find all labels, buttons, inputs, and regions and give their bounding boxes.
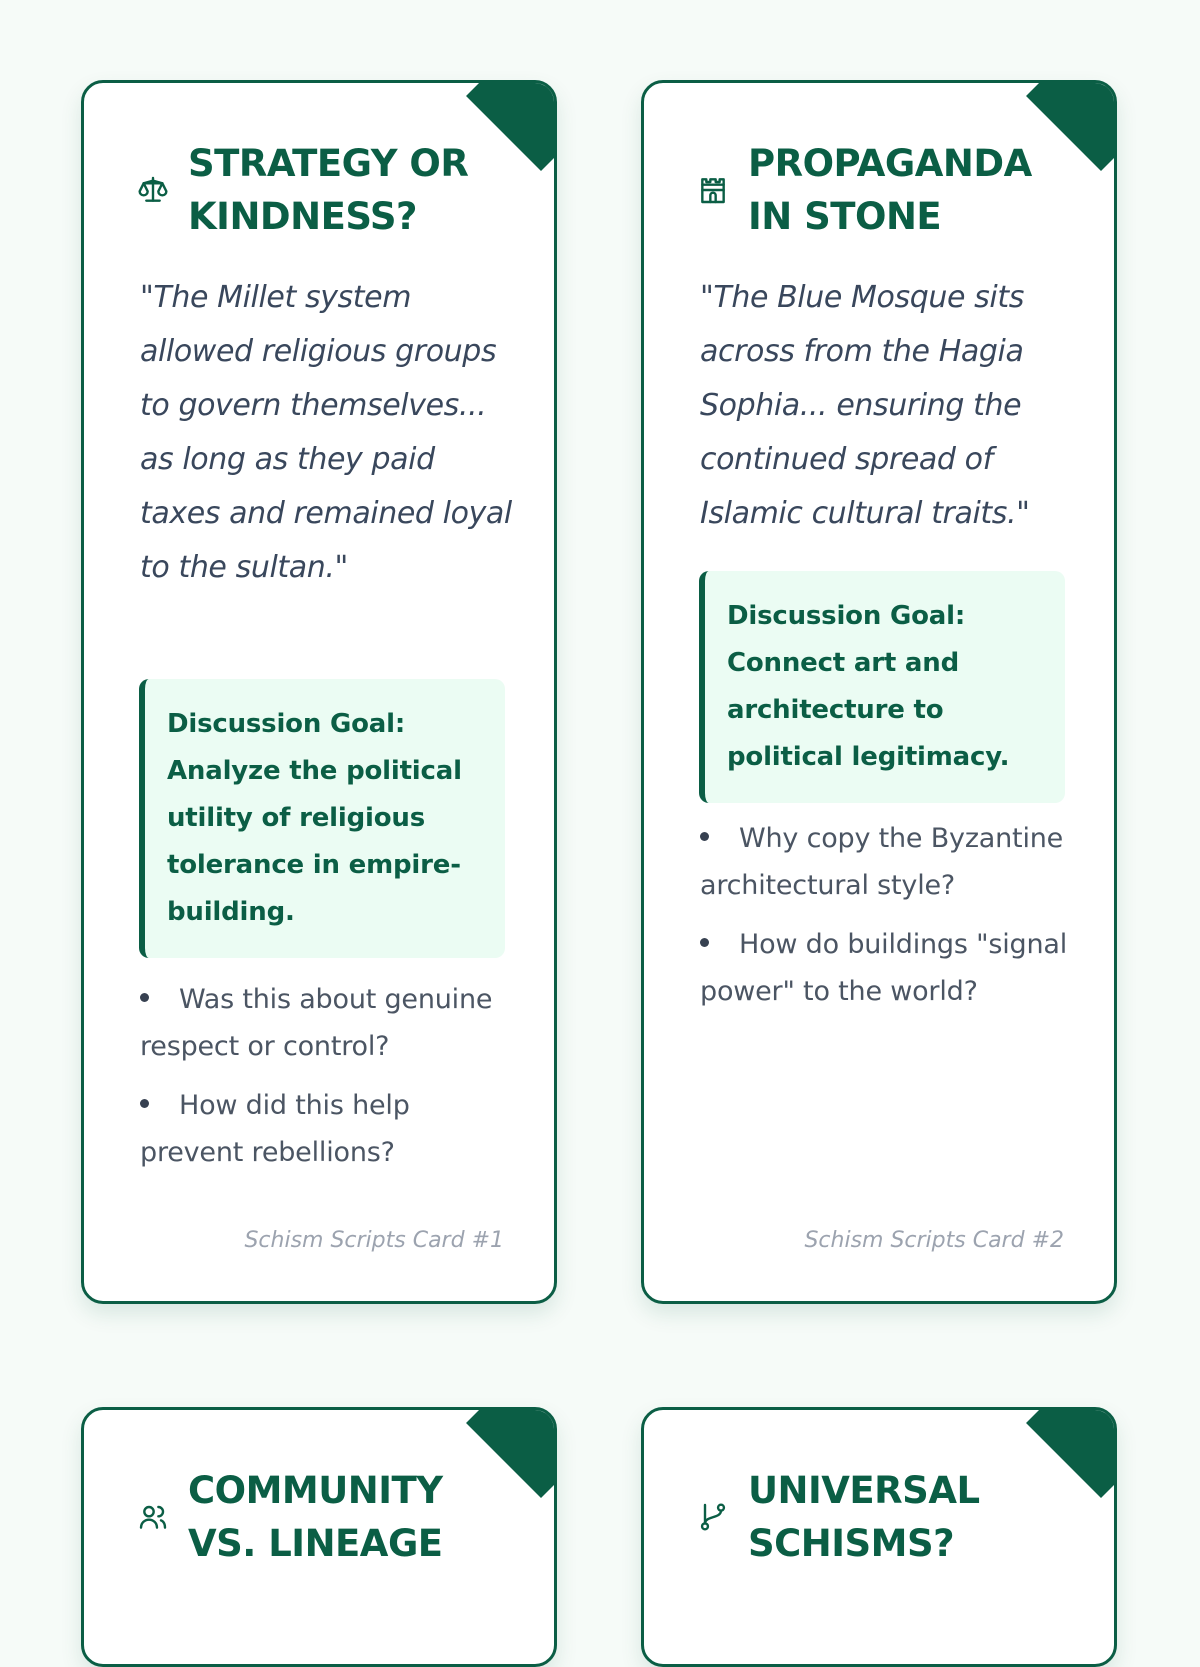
discussion-goal: Discussion Goal: Connect art and architecture to political legitimacy.: [699, 571, 1065, 803]
discussion-card-4: [641, 1407, 1117, 1667]
users-icon: [136, 1500, 170, 1534]
card-quote: "The Blue Mosque sits across from the Hagia Sophia... ensuring the continued spread of Islamic cultural traits.": [700, 280, 1030, 531]
card-header: [136, 1464, 488, 1570]
card-title: COMMUNITY VS. LINEAGE: [188, 1469, 443, 1565]
discussion-card-1: [81, 80, 557, 1304]
question-list: [700, 815, 1080, 1027]
card-title: PROPAGANDA IN STONE: [748, 142, 1032, 238]
card-footer: Schism Scripts Card #2: [804, 1228, 1064, 1253]
git-branch-icon: [696, 1500, 730, 1534]
bullet-dot: [700, 832, 709, 841]
discussion-card-3: [81, 1407, 557, 1667]
scale-icon: [136, 173, 170, 207]
castle-icon: [696, 173, 730, 207]
card-footer: Schism Scripts Card #1: [244, 1228, 504, 1253]
list-item: Was this about genuine respect or control?: [140, 984, 493, 1062]
list-item: How did this help prevent rebellions?: [140, 1090, 410, 1168]
discussion-card-2: [641, 80, 1117, 1304]
list-item: How do buildings "signal power" to the world?: [700, 929, 1068, 1007]
card-title: STRATEGY OR KINDNESS?: [188, 142, 469, 238]
card-title: UNIVERSAL SCHISMS?: [748, 1469, 980, 1565]
bullet-dot: [700, 938, 709, 947]
bullet-dot: [140, 993, 149, 1002]
card-quote: "The Millet system allowed religious groups to govern themselves... as long as they paid taxes and remained loyal to the sultan.": [140, 280, 512, 585]
bullet-dot: [140, 1099, 149, 1108]
list-item: Why copy the Byzantine architectural style?: [700, 823, 1064, 901]
card-header: [136, 137, 488, 243]
discussion-goal: Discussion Goal: Analyze the political utility of religious tolerance in empire-building.: [139, 679, 505, 958]
card-header: [696, 137, 1048, 243]
question-list: [140, 976, 520, 1188]
card-header: [696, 1464, 1048, 1570]
